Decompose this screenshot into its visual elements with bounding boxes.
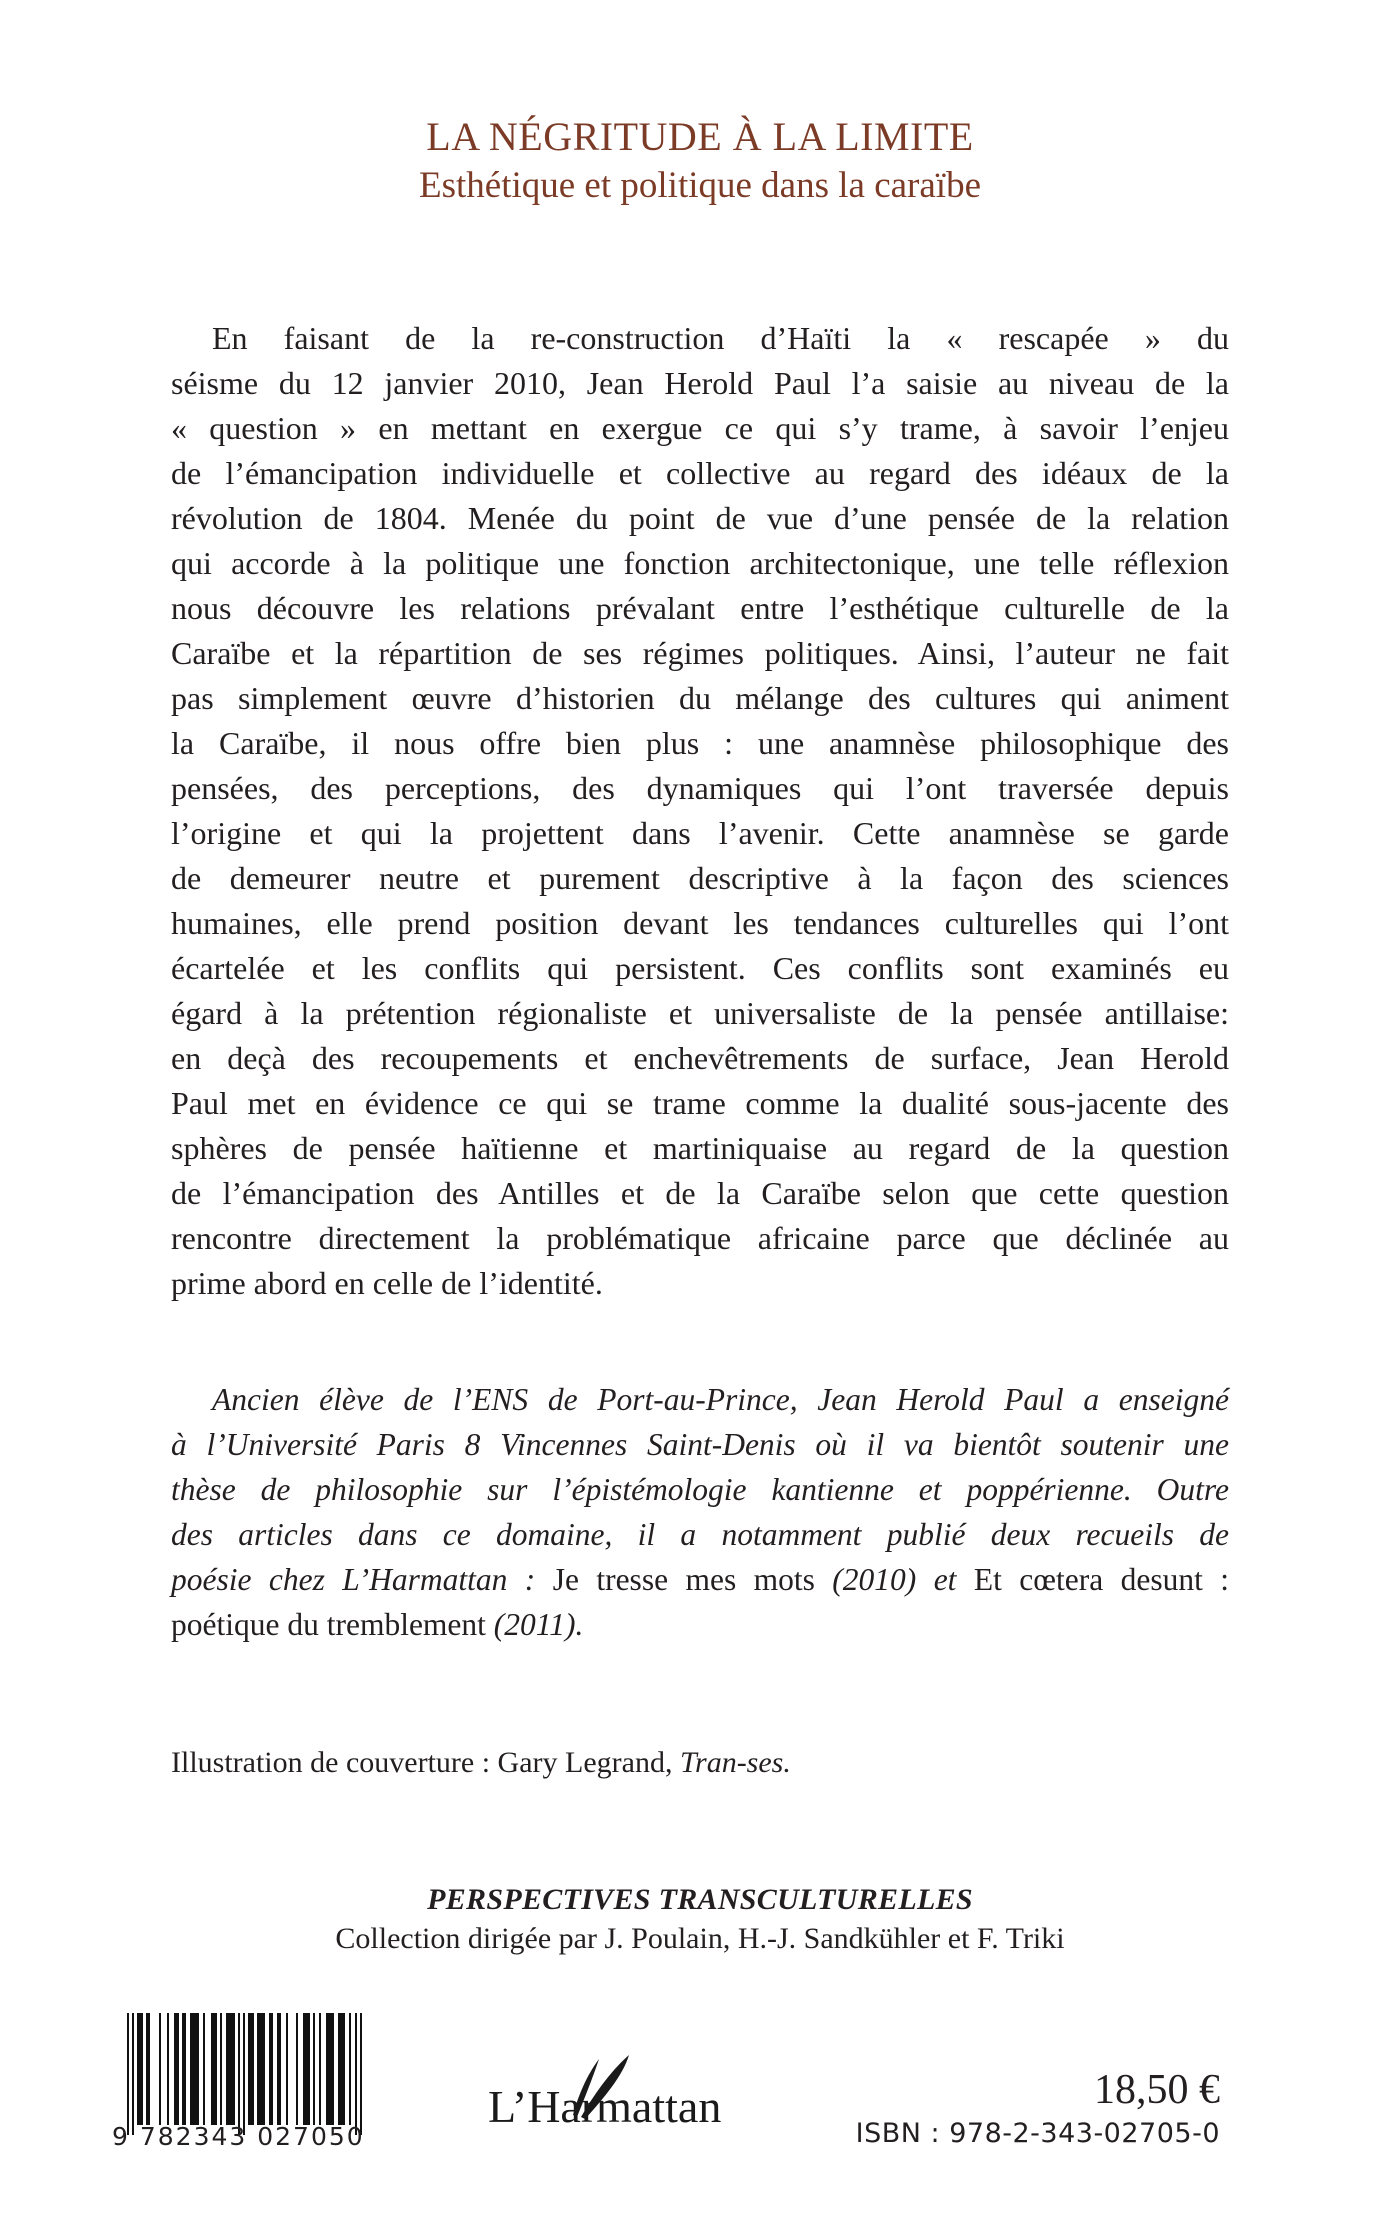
author-bio — [171, 1377, 1229, 1647]
summary-line: révolution de 1804. Menée du point de vue d’une pensée de la relation — [171, 500, 1229, 536]
summary-line: de demeurer neutre et purement descriptive à la façon des sciences — [171, 860, 1229, 896]
summary-line: Paul met en évidence ce qui se trame comme la dualité sous-jacente des — [171, 1085, 1229, 1121]
publisher-logo: L’Harmattan — [488, 2081, 722, 2132]
book-title-je-tresse: Je tresse mes mots — [552, 1562, 815, 1597]
summary-line: sphères de pensée haïtienne et martiniquaise au regard de la question — [171, 1130, 1229, 1166]
summary-line: pas simplement œuvre d’historien du mélange des cultures qui animent — [171, 680, 1229, 716]
book-subtitle: Esthétique et politique dans la caraïbe — [419, 165, 981, 206]
summary-line: Caraïbe et la répartition de ses régimes politiques. Ainsi, l’auteur ne fait — [171, 635, 1229, 671]
summary-line: En faisant de la re-construction d’Haïti la « rescapée » du — [212, 320, 1229, 356]
bio-line — [171, 1602, 1229, 1647]
bio-line: Ancien élève de l’ENS de Port-au-Prince, Jean Herold Paul a enseigné — [212, 1382, 1229, 1417]
barcode-icon — [127, 2013, 367, 2135]
summary-line: égard à la prétention régionaliste et universaliste de la pensée antillaise: — [171, 995, 1229, 1031]
book-title: LA NÉGRITUDE À LA LIMITE — [426, 114, 974, 159]
illustration-credit — [171, 1743, 791, 1783]
summary-line: la Caraïbe, il nous offre bien plus : une anamnèse philosophique des — [171, 725, 1229, 761]
bio-line: des articles dans ce domaine, il a notamment publié deux recueils de — [171, 1517, 1229, 1552]
summary-line: nous découvre les relations prévalant entre l’esthétique culturelle de la — [171, 590, 1229, 626]
illustration-label: Illustration de couverture : Gary Legrand, — [171, 1746, 680, 1779]
summary-line: de l’émancipation individuelle et collective au regard des idéaux de la — [171, 455, 1229, 491]
illustration-work-title: Tran-ses. — [679, 1746, 791, 1779]
bio-line: thèse de philosophie sur l’épistémologie kantienne et poppérienne. Outre — [171, 1472, 1229, 1507]
summary-line: écartelée et les conflits qui persistent. Ces conflits sont examinés eu — [171, 950, 1229, 986]
book-title-et-coetera: Et cœtera desunt : — [973, 1562, 1229, 1597]
summary-line: « question » en mettant en exergue ce qui s’y trame, à savoir l’enjeu — [171, 410, 1229, 446]
barcode-digits: 9 782343 027050 — [112, 2122, 365, 2151]
summary-line: prime abord en celle de l’identité. — [171, 1265, 603, 1301]
isbn: ISBN : 978-2-343-02705-0 — [855, 2118, 1220, 2149]
bio-publisher-text: poésie chez L’Harmattan : — [171, 1562, 553, 1597]
cover-title-block — [0, 112, 1400, 210]
summary-line: de l’émancipation des Antilles et de la Caraïbe selon que cette question — [171, 1175, 1229, 1211]
collection-directors: Collection dirigée par J. Poulain, H.-J. Sandkühler et F. Triki — [335, 1922, 1065, 1955]
bio-line — [171, 1557, 1229, 1602]
book-title-poetique: poétique du tremblement — [171, 1607, 486, 1642]
price: 18,50 € — [1094, 2067, 1220, 2113]
summary-line: séisme du 12 janvier 2010, Jean Herold Paul l’a saisie au niveau de la — [171, 365, 1229, 401]
bio-year-text: (2010) et — [814, 1562, 974, 1597]
bio-year-text: (2011). — [485, 1607, 584, 1642]
summary-line: rencontre directement la problématique africaine parce que déclinée au — [171, 1220, 1229, 1256]
summary-line: l’origine et qui la projettent dans l’avenir. Cette anamnèse se garde — [171, 815, 1229, 851]
summary-line: pensées, des perceptions, des dynamiques qui l’ont traversée depuis — [171, 770, 1229, 806]
summary-line: qui accorde à la politique une fonction architectonique, une telle réflexion — [171, 545, 1229, 581]
collection-info — [0, 1880, 1400, 1958]
collection-name: PERSPECTIVES TRANSCULTURELLES — [427, 1883, 973, 1916]
bio-line: à l’Université Paris 8 Vincennes Saint-Denis où il va bientôt soutenir une — [171, 1427, 1229, 1462]
summary-line: en deçà des recoupements et enchevêtrements de surface, Jean Herold — [171, 1040, 1229, 1076]
summary-paragraph — [171, 316, 1229, 1306]
summary-line: humaines, elle prend position devant les tendances culturelles qui l’ont — [171, 905, 1229, 941]
